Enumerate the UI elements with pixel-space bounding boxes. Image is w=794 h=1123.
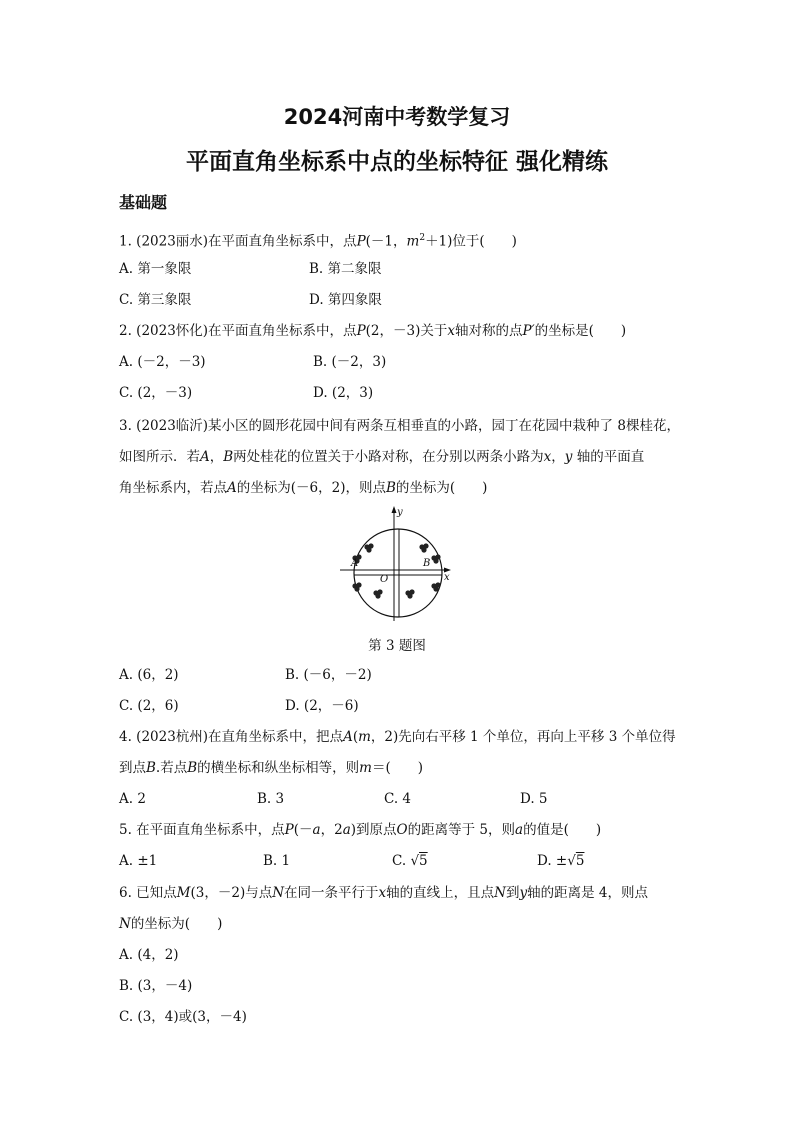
garden-circle xyxy=(354,529,442,617)
question-5-stem: 5. 在平面直角坐标系中，点P(－a，2a)到原点O的距离等于 5，则a的值是( ) xyxy=(119,822,602,838)
question-3-stem-line-1: 3. (2023临沂)某小区的圆形花园中间有两条互相垂直的小路，园丁在花园中栽种了 8棵桂花， xyxy=(119,418,680,434)
flower-1 xyxy=(364,543,373,552)
question-4-option-d: D. 5 xyxy=(520,791,548,807)
question-3-option-d: D. (2，－6) xyxy=(285,698,359,714)
question-6-option-b: B. (3，－4) xyxy=(119,978,193,994)
question-2-option-b: B. (－2，3) xyxy=(313,354,387,370)
question-4-option-a: A. 2 xyxy=(119,791,146,807)
label-x: x xyxy=(444,572,450,583)
flower-6 xyxy=(373,589,382,598)
question-4-option-c: C. 4 xyxy=(384,791,412,807)
question-3-option-c: C. (2，6) xyxy=(119,698,179,714)
flower-8 xyxy=(431,582,440,591)
question-5-option-a: A. ±1 xyxy=(119,853,158,869)
question-1-stem: 1. (2023丽水)在平面直角坐标系中，点P(－1，$m^2+1$)位于( ) xyxy=(119,233,517,250)
question-2-option-a: A. (－2，－3) xyxy=(119,354,206,370)
question-5-option-c: C. √5 xyxy=(392,853,428,869)
garden-figure xyxy=(336,503,460,627)
question-4-option-b: B. 3 xyxy=(257,791,285,807)
question-4-stem-line-2: 到点B.若点B的横坐标和纵坐标相等，则m＝( ) xyxy=(119,760,423,776)
question-2-stem: 2. (2023怀化)在平面直角坐标系中，点P(2，－3)关于x轴对称的点P′的坐标是( ) xyxy=(119,323,627,339)
question-3-option-a: A. (6，2) xyxy=(119,667,179,683)
sqrt-sign: √ xyxy=(410,853,420,869)
sqrt-sign: √ xyxy=(567,853,576,869)
question-5-option-b: B. 1 xyxy=(263,853,291,869)
label-y: y xyxy=(397,507,403,518)
label-b: B xyxy=(423,558,431,569)
question-1-option-c: C. 第三象限 xyxy=(119,292,192,308)
question-6-stem-line-1: 6. 已知点M(3，－2)与点N在同一条平行于x轴的直线上，且点N到y轴的距离是 4，则点 xyxy=(119,885,648,901)
question-4-stem-line-1: 4. (2023杭州)在直角坐标系中，把点A(m，2)先向右平移 1 个单位，再向上平移 3 个单位得 xyxy=(119,729,676,745)
question-6-option-c: C. (3，4)或(3，－4) xyxy=(119,1009,247,1025)
question-6-stem-line-2: N的坐标为( ) xyxy=(119,916,223,932)
flower-5 xyxy=(352,582,361,591)
question-1-option-b: B. 第二象限 xyxy=(309,261,382,277)
flower-4 xyxy=(431,554,440,563)
question-3-stem-line-3: 角坐标系内，若点A的坐标为(－6，2)，则点B的坐标为( ) xyxy=(119,480,488,496)
title-line-1: 2024河南中考数学复习 xyxy=(283,105,511,129)
question-3-stem-line-2: 如图所示．若A，B两处桂花的位置关于小路对称，在分别以两条小路为x，y 轴的平面直 xyxy=(119,449,645,465)
flower-7 xyxy=(405,589,414,598)
question-1-option-a: A. 第一象限 xyxy=(119,261,192,277)
question-5-option-d: D. ±√5 xyxy=(537,853,585,869)
label-a: A xyxy=(351,558,359,569)
figure-caption: 第 3 题图 xyxy=(368,638,426,654)
question-2-option-c: C. (2，－3) xyxy=(119,385,193,401)
title-line-2: 平面直角坐标系中点的坐标特征 强化精练 xyxy=(185,149,608,175)
question-3-option-b: B. (－6，－2) xyxy=(285,667,372,683)
flower-3 xyxy=(419,543,428,552)
question-2-option-d: D. (2，3) xyxy=(313,385,374,401)
y-axis-arrow xyxy=(392,506,397,513)
section-heading: 基础题 xyxy=(119,193,168,212)
question-1-option-d: D. 第四象限 xyxy=(309,292,382,308)
question-6-option-a: A. (4，2) xyxy=(119,947,179,963)
label-o: O xyxy=(380,574,389,585)
